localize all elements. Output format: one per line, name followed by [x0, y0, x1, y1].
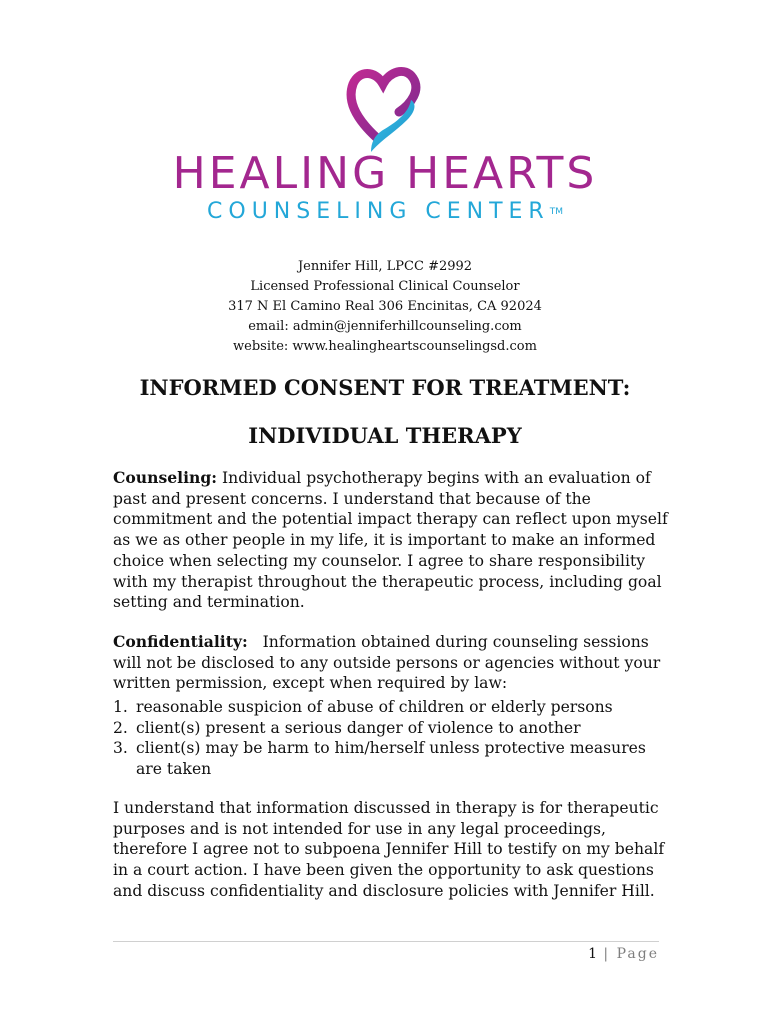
document-title: INFORMED CONSENT FOR TREATMENT:: [139, 375, 631, 400]
list-text: reasonable suspicion of abuse of children or elderly persons: [136, 698, 613, 716]
list-item: [113, 697, 673, 718]
footer-divider: [113, 941, 659, 942]
confidentiality-label: Confidentiality:: [113, 632, 248, 651]
list-number: 3.: [113, 739, 128, 758]
contact-email: email: admin@jenniferhillcounseling.com: [248, 319, 522, 334]
brand-name: HEALING HEARTS: [172, 148, 598, 199]
closing-paragraph: I understand that information discussed in therapy is for therapeutic purposes and is not intended for use in any legal proceedings, therefore I agree not to subpoena Jennifer Hill to testify on my behalf in a court action. I have been given the opportunity to ask questions and discuss confidentiality and disclosure policies with Jennifer Hill.: [113, 799, 665, 900]
counseling-label: Counseling:: [113, 468, 218, 487]
contact-website: website: www.healingheartscounselingsd.com: [233, 339, 537, 354]
brand-subtitle-text: COUNSELING CENTER: [207, 199, 550, 224]
contact-title: Licensed Professional Clinical Counselor: [250, 279, 520, 294]
page-separator: |: [596, 946, 617, 962]
contact-address: 317 N El Camino Real 306 Encinitas, CA 92024: [228, 299, 542, 314]
counseling-text: Individual psychotherapy begins with an evaluation of past and present concerns. I understand that because of the commitment and the potential impact therapy can reflect upon myself as we as other people in my life, it is important to make an informed choice when selecting my counselor. I agree to share responsibility with my therapist throughout the therapeutic process, including goal setting and termination.: [113, 469, 668, 612]
list-item: [113, 718, 673, 739]
list-item: [113, 738, 673, 779]
list-text: client(s) present a serious danger of violence to another: [136, 718, 581, 737]
exceptions-list: [113, 697, 673, 780]
list-number: 2.: [113, 718, 128, 737]
document-subtitle: INDIVIDUAL THERAPY: [248, 423, 522, 448]
page-number: 1: [588, 946, 597, 962]
trademark: TM: [549, 207, 563, 217]
list-number: 1.: [113, 698, 128, 716]
confidentiality-text: Information obtained during counseling sessions will not be disclosed to any outside persons or agencies without your written permission, except when required by law:: [113, 633, 666, 693]
confidentiality-paragraph: [113, 632, 673, 694]
list-text: client(s) may be harm to him/herself unless protective measures are taken: [136, 739, 646, 779]
contact-name: Jennifer Hill, LPCC #2992: [297, 259, 473, 274]
brand-subtitle: [0, 198, 770, 226]
page-footer: [500, 944, 659, 964]
page-label: Page: [616, 946, 659, 962]
counseling-paragraph: [113, 468, 673, 613]
contact-block: [0, 257, 770, 357]
